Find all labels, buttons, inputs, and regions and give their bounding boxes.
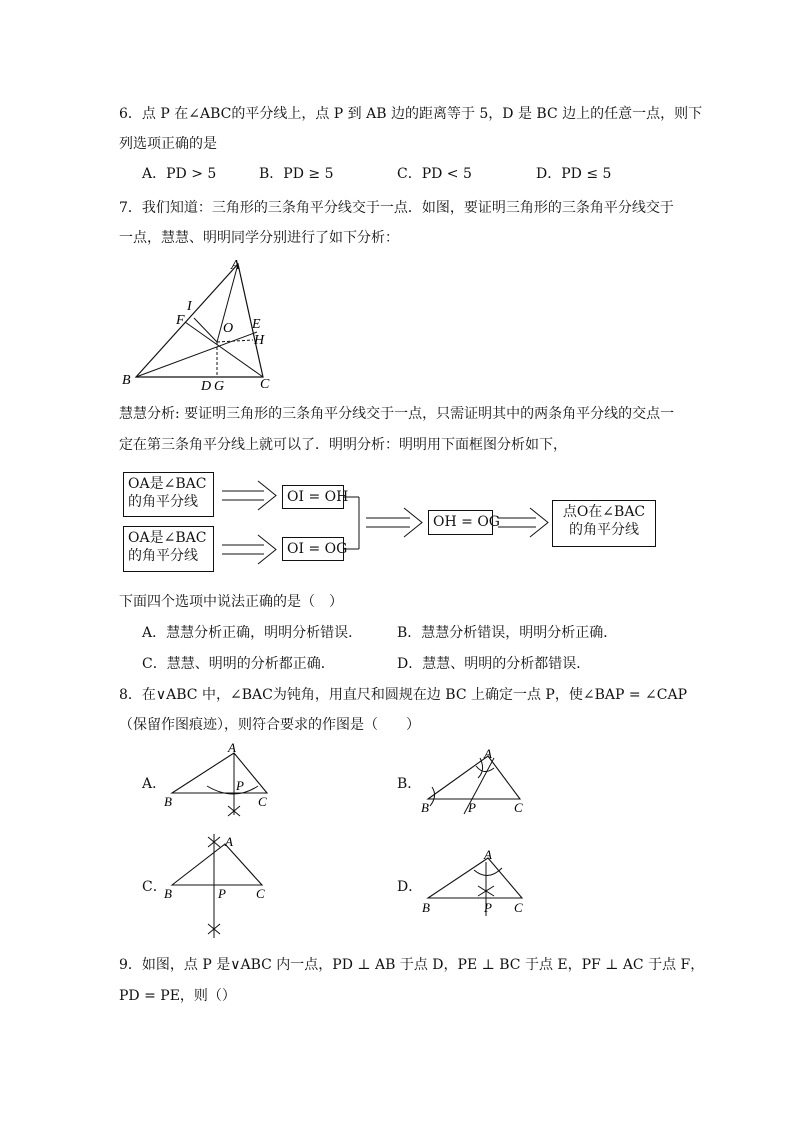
flow-box-oh-og: OH = OG <box>428 510 493 535</box>
q7-label-a: A <box>231 258 240 273</box>
q8-figure-d <box>418 846 538 921</box>
q8d-label-c: C <box>514 900 523 915</box>
flow-box-2-line2: 的角平分线 <box>128 548 198 564</box>
double-arrow-icon <box>222 535 276 564</box>
q7-label-d: D <box>201 379 212 394</box>
q7-label-b: B <box>122 373 131 388</box>
q8-figure-c <box>162 832 282 942</box>
q7-label-g: G <box>214 379 225 394</box>
flow-box-6-line1: 点O在∠BAC <box>562 504 646 520</box>
double-arrow-icon <box>222 481 276 510</box>
q8a-label-p: P <box>236 778 244 793</box>
q7-option-a: A．慧慧分析正确，明明分析错误． <box>142 625 363 641</box>
q6-option-d: D．PD ≤ 5 <box>536 166 612 182</box>
flow-box-2-line1: OA是∠BAC <box>128 530 207 546</box>
q7-label-e: E <box>252 317 261 332</box>
q8-option-b-label: B． <box>397 776 422 792</box>
q8c-label-c: C <box>256 886 265 901</box>
q8-option-c-label: C． <box>142 879 167 895</box>
q6-option-a: A．PD > 5 <box>142 166 217 182</box>
q8a-label-a: A <box>228 740 236 755</box>
q7-label-h: H <box>254 333 265 348</box>
flow-box-1-line2: 的角平分线 <box>128 494 198 510</box>
q8b-label-b: B <box>421 800 429 815</box>
flow-box-1-line1: OA是∠BAC <box>128 476 207 492</box>
q7-option-c: C．慧慧、明明的分析都正确． <box>142 656 335 672</box>
q7-option-d: D．慧慧、明明的分析都错误． <box>397 656 591 672</box>
q8-stem-line1: 8．在∨ABC 中，∠BAC为钝角，用直尺和圆规在边 BC 上确定一点 P，使∠BAP = ∠CAP <box>119 687 687 703</box>
q8b-label-c: C <box>514 800 523 815</box>
q8a-label-c: C <box>258 794 267 809</box>
q7-analysis-line1: 慧慧分析: 要证明三角形的三条角平分线交于一点，只需证明其中的两条角平分线的交点一 <box>119 406 675 422</box>
q8d-label-p: P <box>484 900 492 915</box>
q8c-label-p: P <box>218 886 226 901</box>
q8d-label-a: A <box>484 847 492 862</box>
q8-figure-a <box>162 740 282 820</box>
q7-question: 下面四个选项中说法正确的是（ ） <box>119 594 343 610</box>
double-arrow-icon <box>498 508 548 537</box>
q7-option-b: B．慧慧分析错误，明明分析正确． <box>397 625 618 641</box>
q8-figure-b <box>418 744 538 819</box>
q7-analysis-line2: 定在第三条角平分线上就可以了．明明分析：明明用下面框图分析如下， <box>119 437 567 453</box>
q8b-label-a: A <box>484 746 492 761</box>
q8-option-d-label: D． <box>397 879 423 895</box>
double-arrow-icon <box>366 508 422 537</box>
q8b-label-p: P <box>468 800 476 815</box>
q7-label-c: C <box>260 377 270 392</box>
q7-stem-line1: 7．我们知道：三角形的三条角平分线交于一点．如图，要证明三角形的三条角平分线交于 <box>119 200 674 216</box>
q8-option-a-label: A． <box>142 776 167 792</box>
q7-label-o: O <box>223 321 234 336</box>
q8c-label-b: B <box>164 886 172 901</box>
q7-stem-line2: 一点，慧慧、明明同学分别进行了如下分析： <box>119 230 399 246</box>
q7-label-i: I <box>187 299 192 314</box>
q6-option-c: C．PD < 5 <box>397 166 472 182</box>
flow-box-6-line2: 的角平分线 <box>569 522 639 538</box>
q6-stem-line1: 6．点 P 在∠ABC的平分线上，点 P 到 AB 边的距离等于 5，D 是 BC 边上的任意一点，则下 <box>119 106 703 122</box>
q8a-label-b: B <box>164 794 172 809</box>
q6-option-b: B．PD ≥ 5 <box>259 166 334 182</box>
flow-box-oi-og: OI = OG <box>282 537 344 561</box>
q7-label-f: F <box>176 313 185 328</box>
q8-stem-line2: （保留作图痕迹），则符合要求的作图是（ ） <box>119 717 420 733</box>
q6-stem-line2: 列选项正确的是 <box>119 136 217 152</box>
q9-stem-line1: 9．如图，点 P 是∨ABC 内一点，PD ⊥ AB 于点 D，PE ⊥ BC 于点 E，PF ⊥ AC 于点 F， <box>119 957 705 973</box>
q9-stem-line2: PD = PE，则（） <box>119 988 236 1004</box>
q8d-label-b: B <box>422 900 430 915</box>
q8c-label-a: A <box>225 834 233 849</box>
flow-box-oi-oh: OI = OH <box>282 485 344 509</box>
merge-bracket <box>344 497 359 549</box>
